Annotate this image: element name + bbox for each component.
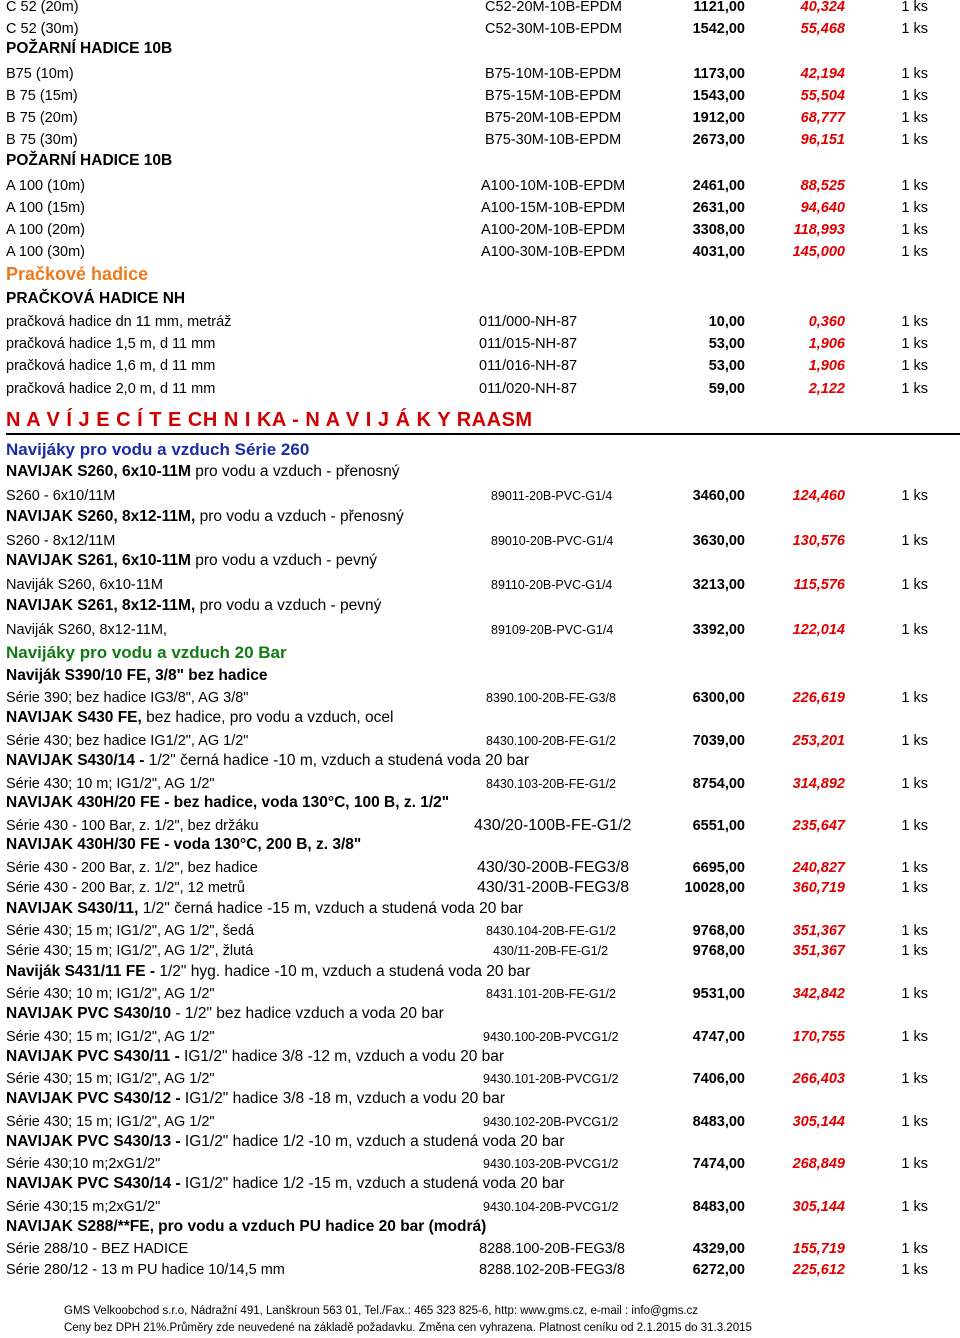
product-code: 430/30-200B-FEG3/8: [477, 859, 630, 876]
product-heading: NAVIJAK PVC S430/10 - 1/2" bez hadice vzduch a voda 20 bar: [6, 1005, 444, 1022]
footer-company-info: GMS Velkoobchod s.r.o, Nádražní 491, Lanškroun 563 01, Tel./Fax.: 465 323 825-6, http: www.gms.cz, e-mail : info@gms.cz: [64, 1305, 699, 1317]
unit: 1 ks: [901, 943, 928, 959]
price-eur: 253,201: [792, 733, 845, 749]
unit: 1 ks: [901, 200, 928, 216]
price-row: [0, 773, 960, 795]
price-row: [0, 1196, 960, 1218]
price-row: [0, 1068, 960, 1090]
price-row: [0, 311, 960, 333]
price-eur: 40,324: [800, 0, 845, 15]
product-name: S260 - 6x10/11M: [6, 488, 116, 504]
price-eur: 94,640: [800, 200, 845, 216]
product-code: 011/020-NH-87: [479, 381, 578, 397]
product-name: Série 430 - 100 Bar, z. 1/2", bez držáku: [6, 818, 259, 834]
unit: 1 ks: [901, 1029, 928, 1045]
group-heading-series-260: Navijáky pro vodu a vzduch Série 260: [6, 440, 310, 459]
product-heading: NAVIJAK PVC S430/13 - IG1/2" hadice 1/2 -10 m, vzduch a studená voda 20 bar: [6, 1133, 565, 1150]
price-czk: 1542,00: [692, 21, 745, 37]
price-eur: 226,619: [792, 690, 845, 706]
unit: 1 ks: [901, 1199, 928, 1215]
price-czk: 4329,00: [692, 1241, 745, 1257]
price-czk: 4031,00: [692, 244, 745, 260]
product-code: B75-30M-10B-EPDM: [485, 132, 622, 148]
product-code: 9430.101-20B-PVCG1/2: [483, 1072, 619, 1086]
price-row: [0, 107, 960, 129]
price-row: [0, 815, 960, 837]
product-name: Série 288/10 - BEZ HADICE: [6, 1241, 189, 1257]
price-row: [0, 241, 960, 263]
product-code: 89110-20B-PVC-G1/4: [491, 578, 613, 592]
product-code: 89010-20B-PVC-G1/4: [491, 534, 614, 548]
product-name: B 75 (15m): [6, 88, 78, 104]
product-name: C 52 (20m): [6, 0, 79, 15]
price-row: [0, 857, 960, 879]
price-eur: 0,360: [808, 314, 845, 330]
unit: 1 ks: [901, 577, 928, 593]
unit: 1 ks: [901, 733, 928, 749]
product-name: B 75 (30m): [6, 132, 78, 148]
product-code: A100-15M-10B-EPDM: [481, 200, 626, 216]
price-eur: 1,906: [808, 358, 845, 374]
product-name: Série 430; 10 m; IG1/2", AG 1/2": [6, 776, 215, 792]
section-heading-washing-hoses: Pračkové hadice: [6, 264, 149, 284]
product-code: 430/20-100B-FE-G1/2: [474, 817, 632, 834]
unit: 1 ks: [901, 923, 928, 939]
product-name: Série 430;10 m;2xG1/2": [6, 1156, 161, 1172]
product-name: Série 430; 10 m; IG1/2", AG 1/2": [6, 986, 215, 1002]
product-name: Naviják S260, 6x10-11M: [6, 577, 163, 593]
unit: 1 ks: [901, 66, 928, 82]
price-row: [0, 983, 960, 1005]
price-row: [0, 333, 960, 355]
price-czk: 9768,00: [692, 923, 745, 939]
product-code: B75-10M-10B-EPDM: [485, 66, 622, 82]
group-heading-20-bar: Navijáky pro vodu a vzduch 20 Bar: [6, 643, 287, 662]
price-row: [0, 877, 960, 899]
price-eur: 42,194: [800, 66, 845, 82]
product-name: Série 430; 15 m; IG1/2", AG 1/2": [6, 1029, 215, 1045]
product-code: 89109-20B-PVC-G1/4: [491, 623, 614, 637]
price-czk: 8483,00: [692, 1199, 745, 1215]
unit: 1 ks: [901, 622, 928, 638]
unit: 1 ks: [901, 880, 928, 896]
unit: 1 ks: [901, 0, 928, 15]
unit: 1 ks: [901, 533, 928, 549]
product-code: 011/016-NH-87: [479, 358, 578, 374]
product-name: pračková hadice 1,6 m, d 11 mm: [6, 358, 216, 374]
product-name: A 100 (30m): [6, 244, 85, 260]
product-heading: Naviják S431/11 FE - 1/2" hyg. hadice -10 m, vzduch a studená voda 20 bar: [6, 963, 531, 980]
product-code: 8431.101-20B-FE-G1/2: [486, 987, 616, 1001]
unit: 1 ks: [901, 776, 928, 792]
price-row: [0, 129, 960, 151]
product-code: B75-15M-10B-EPDM: [485, 88, 622, 104]
unit: 1 ks: [901, 986, 928, 1002]
price-czk: 10,00: [708, 314, 745, 330]
product-heading: NAVIJAK S260, 6x10-11M pro vodu a vzduch - přenosný: [6, 463, 400, 480]
price-czk: 1173,00: [693, 66, 745, 82]
footer-price-note: Ceny bez DPH 21%.Průměry zde neuvedené na základě požadavku. Změna cen vyhrazena. Platnost ceníku od 2.1.2015 do 31.3.2015: [64, 1322, 752, 1334]
heading-rule: [6, 433, 960, 435]
price-czk: 3213,00: [692, 577, 745, 593]
price-eur: 68,777: [800, 110, 845, 126]
price-czk: 8483,00: [692, 1114, 745, 1130]
product-name: A 100 (20m): [6, 222, 85, 238]
price-czk: 59,00: [708, 381, 745, 397]
price-czk: 9531,00: [692, 986, 745, 1002]
product-heading: NAVIJAK PVC S430/11 - IG1/2" hadice 3/8 -12 m, vzduch a vodu 20 bar: [6, 1048, 505, 1065]
unit: 1 ks: [901, 860, 928, 876]
product-heading: NAVIJAK S430/11, 1/2" černá hadice -15 m, vzduch a studená voda 20 bar: [6, 900, 524, 917]
product-heading: NAVIJAK S430/14 - 1/2" černá hadice -10 m, vzduch a studená voda 20 bar: [6, 752, 530, 769]
price-row: [0, 574, 960, 596]
unit: 1 ks: [901, 314, 928, 330]
product-name: C 52 (30m): [6, 21, 79, 37]
product-code: 9430.102-20B-PVCG1/2: [483, 1115, 619, 1129]
unit: 1 ks: [901, 1262, 928, 1278]
price-czk: 2631,00: [692, 200, 745, 216]
price-row: [0, 1238, 960, 1260]
price-eur: 118,993: [793, 222, 845, 238]
product-heading: NAVIJAK S288/**FE, pro vodu a vzduch PU hadice 20 bar (modrá): [6, 1218, 487, 1235]
unit: 1 ks: [901, 1241, 928, 1257]
price-eur: 124,460: [792, 488, 845, 504]
price-eur: 145,000: [792, 244, 845, 260]
price-row: [0, 18, 960, 40]
unit: 1 ks: [901, 110, 928, 126]
unit: 1 ks: [901, 88, 928, 104]
product-code: C52-20M-10B-EPDM: [485, 0, 622, 15]
price-czk: 8754,00: [692, 776, 745, 792]
price-eur: 314,892: [792, 776, 845, 792]
price-czk: 1543,00: [692, 88, 745, 104]
price-eur: 351,367: [792, 943, 845, 959]
unit: 1 ks: [901, 1071, 928, 1087]
price-row: [0, 85, 960, 107]
unit: 1 ks: [901, 1156, 928, 1172]
product-code: 8288.102-20B-FEG3/8: [479, 1262, 625, 1278]
price-eur: 170,755: [792, 1029, 845, 1045]
product-code: 89011-20B-PVC-G1/4: [491, 489, 613, 503]
price-eur: 88,525: [800, 178, 845, 194]
product-name: B 75 (20m): [6, 110, 78, 126]
price-row: [0, 1259, 960, 1281]
product-heading: NAVIJAK S261, 6x10-11M pro vodu a vzduch - pevný: [6, 552, 378, 569]
price-eur: 55,468: [800, 21, 845, 37]
product-name: Série 430; 15 m; IG1/2", AG 1/2", šedá: [6, 923, 255, 939]
product-name: Série 430; 15 m; IG1/2", AG 1/2", žlutá: [6, 943, 254, 959]
product-heading: NAVIJAK PVC S430/12 - IG1/2" hadice 3/8 -18 m, vzduch a vodu 20 bar: [6, 1090, 505, 1107]
unit: 1 ks: [901, 358, 928, 374]
price-row: [0, 197, 960, 219]
unit: 1 ks: [901, 488, 928, 504]
product-heading: NAVIJAK S430 FE, bez hadice, pro vodu a vzduch, ocel: [6, 709, 394, 726]
price-eur: 1,906: [808, 336, 845, 352]
price-eur: 266,403: [792, 1071, 845, 1087]
product-name: Série 430; 15 m; IG1/2", AG 1/2": [6, 1071, 215, 1087]
price-czk: 4747,00: [692, 1029, 745, 1045]
price-czk: 7474,00: [692, 1156, 745, 1172]
product-code: C52-30M-10B-EPDM: [485, 21, 622, 37]
price-eur: 351,367: [792, 923, 845, 939]
product-name: Série 280/12 - 13 m PU hadice 10/14,5 mm: [6, 1262, 285, 1278]
price-eur: 96,151: [800, 132, 845, 148]
price-czk: 3460,00: [692, 488, 745, 504]
product-heading: NAVIJAK PVC S430/14 - IG1/2" hadice 1/2 -15 m, vzduch a studená voda 20 bar: [6, 1175, 565, 1192]
price-row: [0, 940, 960, 962]
price-row: [0, 687, 960, 709]
price-czk: 53,00: [708, 358, 745, 374]
price-czk: 2673,00: [692, 132, 745, 148]
product-name: Série 430 - 200 Bar, z. 1/2", 12 metrů: [6, 880, 245, 896]
price-row: [0, 530, 960, 552]
price-row: [0, 355, 960, 377]
product-name: B75 (10m): [6, 66, 74, 82]
unit: 1 ks: [901, 178, 928, 194]
price-row: [0, 0, 960, 18]
product-name: Série 430 - 200 Bar, z. 1/2", bez hadice: [6, 860, 258, 876]
price-row: [0, 619, 960, 641]
price-row: [0, 730, 960, 752]
price-row: [0, 485, 960, 507]
product-name: pračková hadice dn 11 mm, metráž: [6, 314, 232, 330]
unit: 1 ks: [901, 381, 928, 397]
unit: 1 ks: [901, 132, 928, 148]
price-czk: 2461,00: [692, 178, 745, 194]
price-eur: 2,122: [808, 381, 845, 397]
price-eur: 155,719: [792, 1241, 845, 1257]
price-czk: 3630,00: [692, 533, 745, 549]
product-heading: NAVIJAK S260, 8x12-11M, pro vodu a vzduch - přenosný: [6, 508, 404, 525]
price-eur: 130,576: [792, 533, 845, 549]
product-code: 9430.103-20B-PVCG1/2: [483, 1157, 619, 1171]
price-czk: 7406,00: [692, 1071, 745, 1087]
price-eur: 115,576: [793, 577, 845, 593]
product-name: Série 390; bez hadice IG3/8", AG 3/8": [6, 690, 249, 706]
price-czk: 6695,00: [692, 860, 745, 876]
product-code: 8430.104-20B-FE-G1/2: [486, 924, 616, 938]
product-name: S260 - 8x12/11M: [6, 533, 116, 549]
price-czk: 6300,00: [692, 690, 745, 706]
product-code: 9430.104-20B-PVCG1/2: [483, 1200, 619, 1214]
price-row: [0, 63, 960, 85]
unit: 1 ks: [901, 818, 928, 834]
unit: 1 ks: [901, 336, 928, 352]
price-czk: 6551,00: [692, 818, 745, 834]
section-heading-fire-hose-10b: POŽARNÍ HADICE 10B: [6, 152, 173, 169]
unit: 1 ks: [901, 21, 928, 37]
product-code: 011/015-NH-87: [479, 336, 578, 352]
section-heading-washing-hose-nh: PRAČKOVÁ HADICE NH: [6, 290, 186, 307]
price-czk: 10028,00: [684, 880, 745, 896]
product-code: A100-20M-10B-EPDM: [481, 222, 626, 238]
product-heading: NAVIJAK S261, 8x12-11M, pro vodu a vzduch - pevný: [6, 597, 382, 614]
product-name: Série 430; bez hadice IG1/2", AG 1/2": [6, 733, 249, 749]
product-name: A 100 (10m): [6, 178, 85, 194]
product-code: A100-30M-10B-EPDM: [481, 244, 626, 260]
unit: 1 ks: [901, 1114, 928, 1130]
product-code: 8288.100-20B-FEG3/8: [479, 1241, 625, 1257]
unit: 1 ks: [901, 690, 928, 706]
price-eur: 55,504: [800, 88, 845, 104]
product-code: A100-10M-10B-EPDM: [481, 178, 626, 194]
product-code: 9430.100-20B-PVCG1/2: [483, 1030, 619, 1044]
product-code: B75-20M-10B-EPDM: [485, 110, 622, 126]
price-eur: 342,842: [792, 986, 845, 1002]
price-czk: 3392,00: [692, 622, 745, 638]
price-row: [0, 378, 960, 400]
price-czk: 6272,00: [692, 1262, 745, 1278]
product-code: 8430.103-20B-FE-G1/2: [486, 777, 616, 791]
price-eur: 360,719: [792, 880, 845, 896]
product-code: 8430.100-20B-FE-G1/2: [486, 734, 616, 748]
price-eur: 268,849: [792, 1156, 845, 1172]
price-czk: 7039,00: [692, 733, 745, 749]
product-heading: Naviják S390/10 FE, 3/8" bez hadice: [6, 667, 268, 684]
section-heading-fire-hose-10b: POŽARNÍ HADICE 10B: [6, 40, 173, 57]
price-eur: 122,014: [792, 622, 845, 638]
product-name: pračková hadice 1,5 m, d 11 mm: [6, 336, 216, 352]
price-czk: 1121,00: [693, 0, 745, 15]
product-name: Série 430;15 m;2xG1/2": [6, 1199, 161, 1215]
price-eur: 305,144: [792, 1199, 845, 1215]
price-row: [0, 1153, 960, 1175]
product-code: 8390.100-20B-FE-G3/8: [486, 691, 616, 705]
price-row: [0, 219, 960, 241]
unit: 1 ks: [901, 244, 928, 260]
product-name: A 100 (15m): [6, 200, 85, 216]
price-row: [0, 175, 960, 197]
price-eur: 240,827: [792, 860, 845, 876]
section-heading-reel-technology: N A V Í J E C Í T E CH N I KA - N A V I J Á K Y RAASM: [6, 409, 533, 431]
product-code: 430/11-20B-FE-G1/2: [493, 944, 609, 958]
product-code: 011/000-NH-87: [479, 314, 578, 330]
product-name: Série 430; 15 m; IG1/2", AG 1/2": [6, 1114, 215, 1130]
product-name: pračková hadice 2,0 m, d 11 mm: [6, 381, 216, 397]
product-name: Naviják S260, 8x12-11M,: [6, 622, 167, 638]
price-row: [0, 1026, 960, 1048]
price-eur: 235,647: [792, 818, 845, 834]
product-code: 430/31-200B-FEG3/8: [477, 879, 630, 896]
price-row: [0, 1111, 960, 1133]
price-czk: 3308,00: [692, 222, 745, 238]
price-row: [0, 920, 960, 942]
product-heading: NAVIJAK 430H/20 FE - bez hadice, voda 130°C, 100 B, z. 1/2": [6, 794, 450, 811]
unit: 1 ks: [901, 222, 928, 238]
price-eur: 225,612: [792, 1262, 845, 1278]
price-czk: 9768,00: [692, 943, 745, 959]
price-czk: 53,00: [708, 336, 745, 352]
product-heading: NAVIJAK 430H/30 FE - voda 130°C, 200 B, z. 3/8": [6, 836, 362, 853]
price-eur: 305,144: [792, 1114, 845, 1130]
price-czk: 1912,00: [692, 110, 745, 126]
